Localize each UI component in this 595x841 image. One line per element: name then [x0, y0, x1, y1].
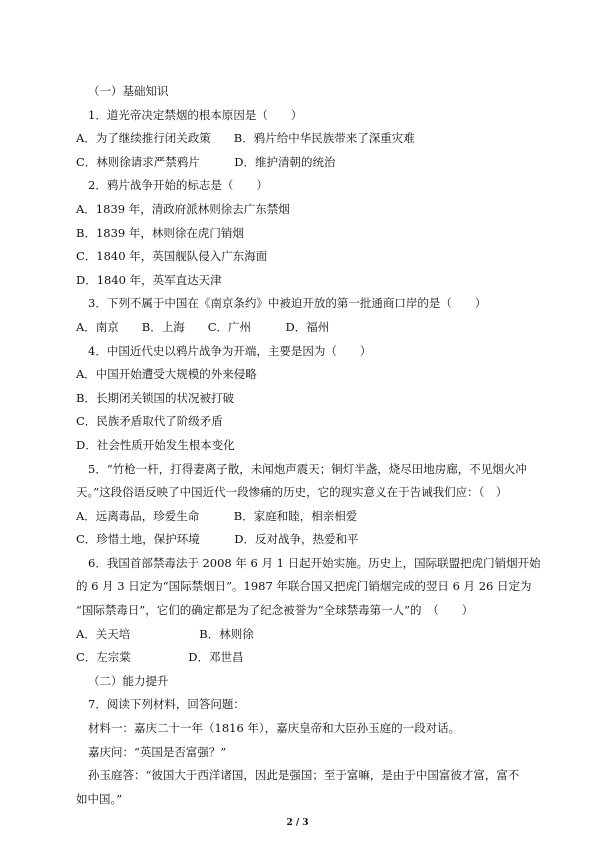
question-5-options-ab: A．远离毒品，珍爱生命 B．家庭和睦，相亲相爱 — [76, 508, 358, 523]
question-6-stem-line-2: 的 6 月 3 日定为“国际禁烟日”。1987 年联合国又把虎门销烟完成的翌日 6 月 26 日定为 — [76, 579, 532, 594]
question-3-options: A．南京 B．上海 C．广州 D．福州 — [76, 319, 330, 334]
question-5-stem-line-1: 5．“竹枪一杆，打得妻离子散，未闻炮声震天；铜灯半盏，烧尽田地房廊，不见烟火冲 — [88, 461, 527, 476]
question-2-option-b: B．1839 年，林则徐在虎门销烟 — [76, 225, 244, 240]
page-content — [76, 80, 541, 811]
question-1-options-cd: C．林则徐请求严禁鸦片 D．维护清朝的统治 — [76, 154, 336, 169]
question-6-options-ab: A．关天培 B．林则徐 — [76, 626, 254, 641]
question-6-stem-line-1: 6．我国首部禁毒法于 2008 年 6 月 1 日起开始实施。历史上，国际联盟把虎门销烟开始 — [88, 555, 541, 570]
question-5-stem-line-2: 天。”这段俗语反映了中国近代一段惨痛的历史，它的现实意义在于告诫我们应：（ ） — [76, 485, 508, 500]
question-4-option-d: D．社会性质开始发生根本变化 — [76, 437, 235, 452]
question-4-stem: 4．中国近代史以鸦片战争为开端，主要是因为（ ） — [88, 343, 372, 358]
question-6-stem-line-3: “国际禁毒日”，它们的确定都是为了纪念被誉为“全球禁毒第一人”的 （ ） — [76, 603, 474, 618]
material-1-jiaqing-question: 嘉庆问：“英国是否富强？” — [88, 744, 227, 759]
question-4-option-b: B．长期闭关锁国的状况被打破 — [76, 390, 234, 405]
material-1-sun-answer-line-2: 如中国。” — [76, 791, 123, 806]
page-number: 2 / 3 — [286, 818, 309, 828]
question-4-option-a: A．中国开始遭受大规模的外来侵略 — [76, 367, 257, 382]
question-2-stem: 2．鸦片战争开始的标志是（ ） — [88, 178, 268, 193]
question-1-options-ab: A．为了继续推行闭关政策 B．鸦片给中华民族带来了深重灾难 — [76, 131, 415, 146]
question-6-options-cd: C．左宗棠 D．邓世昌 — [76, 650, 244, 665]
question-2-option-a: A．1839 年，清政府派林则徐去广东禁烟 — [76, 201, 290, 216]
question-5-options-cd: C．珍惜土地，保护环境 D．反对战争，热爱和平 — [76, 532, 359, 547]
question-1-stem: 1．道光帝决定禁烟的根本原因是（ ） — [88, 107, 303, 122]
question-3-stem: 3．下列不属于中国在《南京条约》中被迫开放的第一批通商口岸的是（ ） — [88, 296, 487, 311]
question-2-option-d: D．1840 年，英军直达天津 — [76, 272, 222, 287]
section-heading-basic: （一）基础知识 — [88, 84, 169, 98]
question-4-option-c: C．民族矛盾取代了阶级矛盾 — [76, 414, 223, 429]
material-1-sun-answer-line-1: 孙玉庭答：“彼国大于西洋诸国，因此是强国；至于富嘛，是由于中国富彼才富，富不 — [88, 768, 520, 783]
question-2-option-c: C．1840 年，英国舰队侵入广东海面 — [76, 249, 268, 264]
question-7-stem: 7．阅读下列材料，回答问题： — [88, 697, 245, 712]
material-1-intro: 材料一：嘉庆二十一年（1816 年），嘉庆皇帝和大臣孙玉庭的一段对话。 — [88, 721, 461, 736]
section-heading-ability: （二）能力提升 — [88, 673, 169, 688]
